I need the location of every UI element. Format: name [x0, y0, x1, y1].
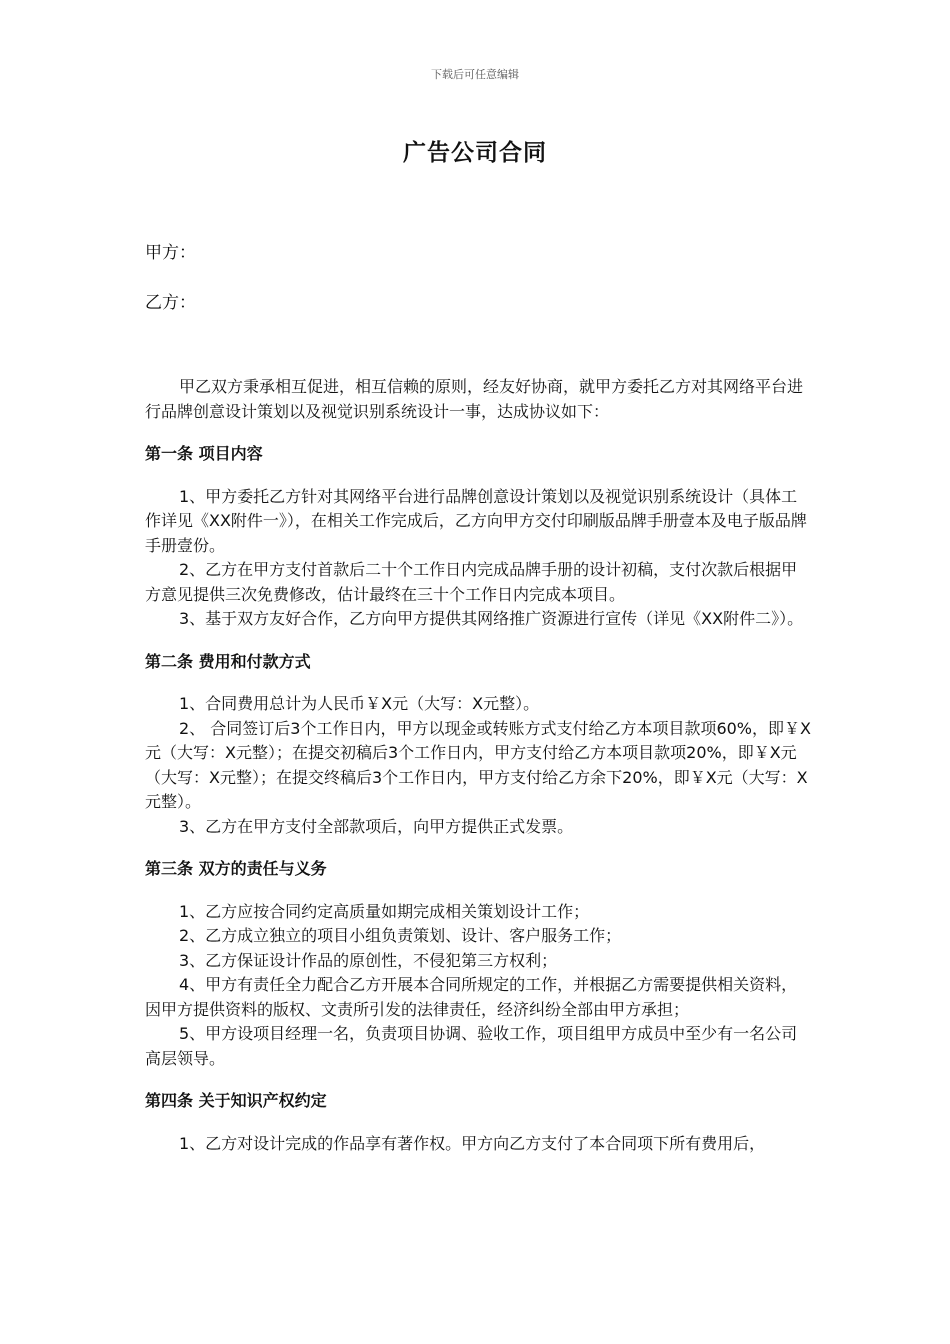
section-title: 第一条 项目内容 [145, 444, 263, 463]
section-item: 1、合同费用总计为人民币￥X元（大写：X元整）。 [179, 694, 540, 713]
section-item: 2、 合同签订后3个工作日内，甲方以现金或转账方式支付给乙方本项目款项60%，即￥X元（大写：X元整）；在提交初稿后3个工作日内，甲方支付给乙方本项目款项20%，即￥X元（大写：X元整）；在提交终稿后3个工作日内，甲方支付给乙方余下20%，即￥X元（大写：X元整）。 [145, 718, 811, 811]
page-header-note: 下载后可任意编辑 [431, 68, 519, 81]
section-title: 第三条 双方的责任与义务 [145, 859, 327, 878]
section-title: 第二条 费用和付款方式 [145, 651, 311, 671]
section-item: 1、甲方委托乙方针对其网络平台进行品牌创意设计策划以及视觉识别系统设计（具体工作详见《XX附件一》），在相关工作完成后，乙方向甲方交付印刷版品牌手册壹本及电子版品牌手册壹份。 [145, 486, 807, 555]
party-b-label: 乙方： [145, 293, 196, 313]
party-a-label: 甲方： [145, 243, 196, 263]
section-title: 第四条 关于知识产权约定 [145, 1091, 327, 1110]
intro-paragraph: 甲乙双方秉承相互促进，相互信赖的原则，经友好协商，就甲方委托乙方对其网络平台进行品牌创意设计策划以及视觉识别系统设计一事，达成协议如下： [145, 377, 804, 421]
section-item: 4、甲方有责任全力配合乙方开展本合同所规定的工作，并根据乙方需要提供相关资料，因甲方提供资料的版权、文责所引发的法律责任，经济纠纷全部由甲方承担； [145, 975, 798, 1019]
section-item: 2、乙方成立独立的项目小组负责策划、设计、客户服务工作； [179, 926, 622, 945]
section-item: 2、乙方在甲方支付首款后二十个工作日内完成品牌手册的设计初稿，支付次款后根据甲方意见提供三次免费修改，估计最终在三十个工作日内完成本项目。 [145, 560, 798, 604]
section-item: 1、乙方应按合同约定高质量如期完成相关策划设计工作； [179, 901, 590, 921]
section-item: 3、乙方在甲方支付全部款项后，向甲方提供正式发票。 [179, 816, 574, 836]
section-item: 5、甲方设项目经理一名，负责项目协调、验收工作，项目组甲方成员中至少有一名公司高层领导。 [145, 1024, 798, 1068]
section-item: 3、乙方保证设计作品的原创性，不侵犯第三方权利； [179, 950, 558, 970]
contract-body [145, 375, 811, 1156]
section-item: 1、乙方对设计完成的作品享有著作权。甲方向乙方支付了本合同项下所有费用后， [179, 1133, 766, 1153]
section-item: 3、基于双方友好合作，乙方向甲方提供其网络推广资源进行宣传（详见《XX附件二》）。 [179, 609, 804, 628]
document-title: 广告公司合同 [403, 140, 547, 166]
